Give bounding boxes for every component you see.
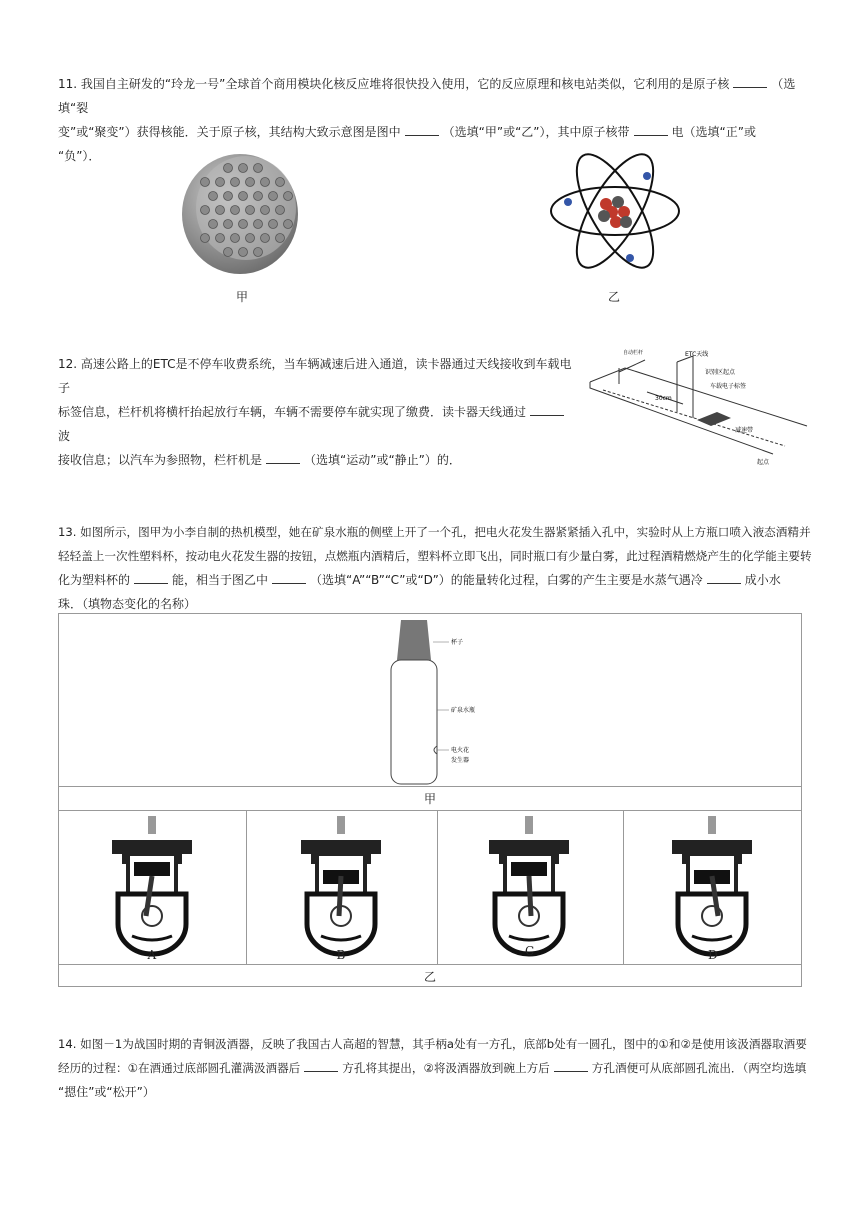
q13-blank-2[interactable] bbox=[272, 571, 306, 584]
q11-line2c: 电（选填“正”或 bbox=[671, 125, 756, 139]
q13-caption-jia: 甲 bbox=[423, 792, 436, 806]
nucleon-dot bbox=[246, 178, 255, 187]
nucleon-dot bbox=[254, 248, 263, 257]
engine-diagram-c bbox=[475, 812, 585, 962]
bottle-label-bottle: 矿泉水瓶 bbox=[451, 707, 476, 714]
nucleon-dot bbox=[276, 234, 285, 243]
nucleon-dot bbox=[224, 248, 233, 257]
engine-diagram-d bbox=[658, 812, 768, 962]
q11-blank-2[interactable] bbox=[405, 123, 439, 136]
nucleon-dot bbox=[201, 178, 210, 187]
nucleon-dot bbox=[209, 192, 218, 201]
nucleon-dot bbox=[239, 220, 248, 229]
nucleon-dot bbox=[201, 234, 210, 243]
q13-blank-3[interactable] bbox=[707, 571, 741, 584]
q14-blank-2[interactable] bbox=[554, 1059, 588, 1072]
q14-line2b: 方孔将其提出，②将汲酒器放到碗上方后 bbox=[342, 1061, 550, 1075]
nucleon-dot bbox=[231, 206, 240, 215]
bottle-figure bbox=[387, 616, 507, 788]
q12-line3a: 接收信息；以汽车为参照物，栏杆机是 bbox=[58, 453, 263, 467]
etc-label-reader-zone: 识别区起点 bbox=[705, 369, 736, 376]
bottle-label-spark1: 电火花 bbox=[451, 747, 470, 754]
q11-line1a: 11. 我国自主研发的“玲龙一号”全球首个商用模块化核反应堆将很快投入使用，它的反应原理和核电站类似，它利用的是原子核 bbox=[58, 77, 730, 91]
q13-line3c: （选填“A”“B”“C”或“D”）的能量转化过程，白雾的产生主要是水蒸气遇冷 bbox=[310, 573, 703, 587]
etc-label-onboard-tag: 车载电子标签 bbox=[710, 383, 747, 390]
q13-line3d: 成小水 bbox=[744, 573, 781, 587]
nucleon-dot bbox=[254, 164, 263, 173]
nucleon-dot bbox=[224, 164, 233, 173]
q11-blank-1[interactable] bbox=[733, 75, 767, 88]
bottle-label-cup: 杯子 bbox=[451, 639, 464, 646]
etc-label-start: 起点 bbox=[757, 459, 770, 466]
nucleon-dot bbox=[284, 192, 293, 201]
q13-line2: 轻轻盖上一次性塑料杯，按动电火花发生器的按钮，点燃瓶内酒精后，塑料杯立即飞出，同时瓶口有少量白雾，此过程酒精燃烧产生的化学能主要转 bbox=[58, 549, 812, 563]
engine-label-b: B bbox=[336, 948, 346, 962]
q12-line1: 12. 高速公路上的ETC是不停车收费系统，当车辆减速后进入通道，读卡器通过天线接收到车载电子 bbox=[58, 357, 572, 395]
nucleon-dot bbox=[269, 220, 278, 229]
q14-blank-1[interactable] bbox=[304, 1059, 338, 1072]
nucleon-dot bbox=[239, 248, 248, 257]
nucleon-dot bbox=[216, 206, 225, 215]
etc-diagram bbox=[585, 342, 810, 470]
nucleon-dot bbox=[209, 220, 218, 229]
etc-label-decel: 减速带 bbox=[735, 427, 754, 434]
q13-line4: 珠．（填物态变化的名称） bbox=[58, 597, 197, 611]
caption-row-yi bbox=[59, 964, 801, 988]
question-11 bbox=[58, 72, 808, 168]
q12-line2a: 标签信息，栏杆机将横杆抬起放行车辆，车辆不需要停车就实现了缴费．读卡器天线通过 bbox=[58, 405, 527, 419]
nucleon-dot bbox=[231, 178, 240, 187]
question-13 bbox=[58, 520, 818, 616]
q11-caption-yi: 乙 bbox=[607, 290, 620, 304]
bottle-label-spark2: 发生器 bbox=[451, 757, 470, 764]
q13-line1: 13. 如图所示，图甲为小李自制的热机模型，她在矿泉水瓶的侧壁上开了一个孔，把电火花发生器紧紧插入孔中，实验时从上方瓶口喷入液态酒精并 bbox=[58, 525, 811, 539]
q13-blank-1[interactable] bbox=[134, 571, 168, 584]
nucleon-dot bbox=[246, 206, 255, 215]
q13-line3a: 化为塑料杯的 bbox=[58, 573, 131, 587]
q11-line1b: （选填“裂 bbox=[58, 77, 796, 115]
etc-label-distance: 30cm bbox=[655, 395, 672, 402]
q13-caption-yi: 乙 bbox=[423, 970, 436, 984]
nucleon-dot bbox=[276, 178, 285, 187]
engine-label-c: C bbox=[525, 944, 535, 958]
question-14 bbox=[58, 1032, 818, 1104]
question-12 bbox=[58, 352, 578, 472]
nucleon-dot bbox=[261, 234, 270, 243]
q14-line3: “摁住”或“松开”） bbox=[58, 1085, 155, 1099]
nucleon-dot bbox=[201, 206, 210, 215]
nucleon-dot bbox=[276, 206, 285, 215]
etc-label-auto-rail: 自动栏杆 bbox=[623, 350, 644, 356]
nucleon-dot bbox=[216, 234, 225, 243]
q11-line2b: （选填“甲”或“乙”），其中原子核带 bbox=[442, 125, 630, 139]
nucleon-dot bbox=[231, 234, 240, 243]
engine-label-a: A bbox=[147, 948, 157, 962]
q11-caption-jia: 甲 bbox=[235, 290, 248, 304]
q12-line3b: （选填“运动”或“静止”）的． bbox=[304, 453, 461, 467]
q13-figure-table bbox=[58, 613, 802, 987]
q12-blank-2[interactable] bbox=[266, 451, 300, 464]
nucleon-dot bbox=[216, 178, 225, 187]
etc-label-antenna: ETC天线 bbox=[685, 351, 709, 358]
q11-blank-3[interactable] bbox=[634, 123, 668, 136]
nucleus-figure bbox=[176, 148, 306, 278]
q12-blank-1[interactable] bbox=[530, 403, 564, 416]
q13-line3b: 能，相当于图乙中 bbox=[172, 573, 269, 587]
nucleon-dot bbox=[239, 192, 248, 201]
q12-line2b: 波 bbox=[58, 429, 71, 443]
nucleon-dot bbox=[254, 192, 263, 201]
atom-figure bbox=[548, 140, 682, 282]
q14-line2a: 经历的过程：①在酒通过底部圆孔灌满汲酒器后 bbox=[58, 1061, 301, 1075]
nucleon-dot bbox=[239, 164, 248, 173]
nucleon-dot bbox=[269, 192, 278, 201]
q14-line1: 14. 如图－1为战国时期的青铜汲酒器，反映了我国古人高超的智慧，其手柄a处有一方孔，底部b处有一圆孔，图中的①和②是使用该汲酒器取酒要 bbox=[58, 1037, 807, 1051]
engine-diagram-a bbox=[98, 812, 208, 962]
q11-line3: “负”）． bbox=[58, 149, 101, 163]
q14-line2c: 方孔酒便可从底部圆孔流出．（两空均选填 bbox=[591, 1061, 807, 1075]
nucleon-dot bbox=[261, 206, 270, 215]
caption-row-jia bbox=[59, 786, 801, 810]
nucleon-dot bbox=[254, 220, 263, 229]
engine-diagram-b bbox=[287, 812, 397, 962]
nucleon-dot bbox=[284, 220, 293, 229]
nucleon-dot bbox=[224, 220, 233, 229]
nucleon-dot bbox=[246, 234, 255, 243]
q11-line2a: 变”或“聚变”）获得核能．关于原子核，其结构大致示意图是图中 bbox=[58, 125, 401, 139]
nucleon-dot bbox=[224, 192, 233, 201]
engine-label-d: D bbox=[708, 948, 718, 962]
nucleon-dot bbox=[261, 178, 270, 187]
